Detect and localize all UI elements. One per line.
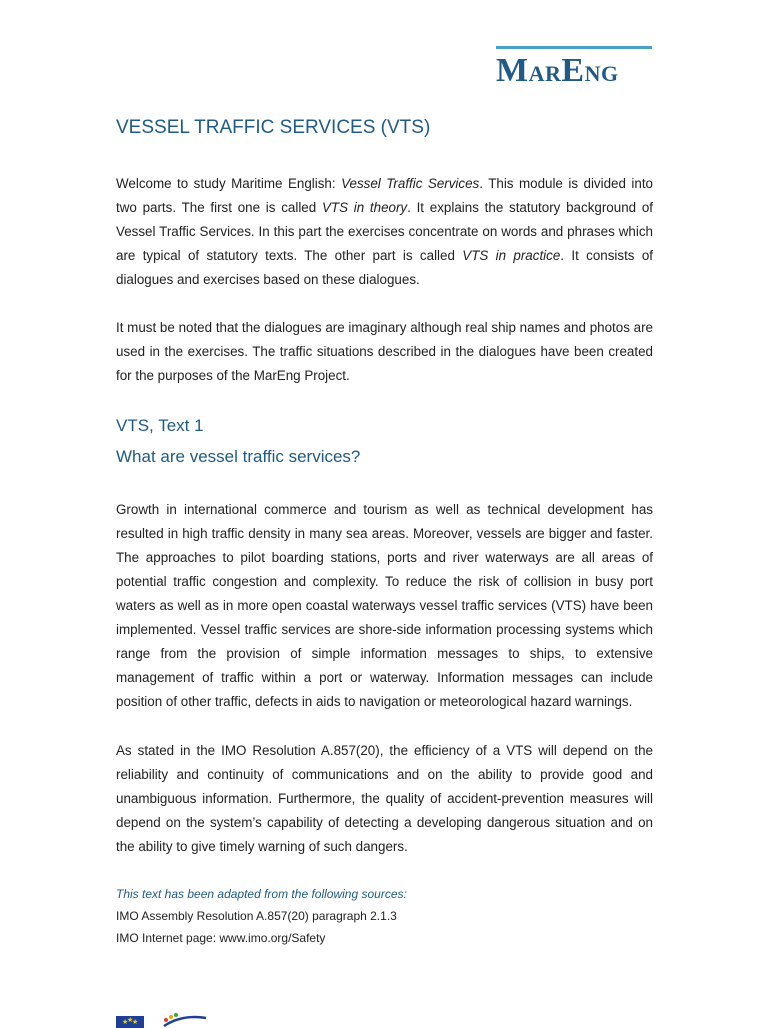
body-paragraph-1: Growth in international commerce and tourism as well as technical development has resulted in high traffic density in many sea areas. Moreover, vessels are bigger and faster. The approaches to pilot boarding stations, ports and river waterways are all areas of potential traffic congestion and complexity. To reduce the risk of collision in busy port waters as well as in more open coastal waterways vessel traffic services (VTS) have been implemented. Vessel traffic services are shore-side information processing systems which range from the provision of simple information messages to ships, to extensive management of traffic within a port or waterway. Information messages can include position of other traffic, defects in aids to navigation or meteorological hazard warnings.	[116, 502, 653, 709]
text-run: . It consists of dialogues and exercises based on these dialogues.	[116, 248, 653, 287]
logo-wordmark	[496, 52, 619, 90]
source-line-2: IMO Internet page: www.imo.org/Safety	[116, 931, 326, 945]
intro-paragraph-1	[116, 172, 653, 292]
text-run: . This module is divided into two parts. The first one is called	[116, 176, 653, 215]
italic-term: VTS in theory	[321, 200, 408, 215]
logo-letter: M	[496, 52, 529, 89]
sources-note: This text has been adapted from the following sources:	[116, 887, 407, 901]
source-line-1: IMO Assembly Resolution A.857(20) paragraph 2.1.3	[116, 909, 397, 923]
text-run: Welcome to study Maritime English:	[116, 176, 342, 191]
lifelong-learning-logo-icon	[160, 1010, 208, 1028]
body-paragraph-2: As stated in the IMO Resolution A.857(20), the efficiency of a VTS will depend on the reliability and continuity of communications and on the ability to provide good and unambiguous information. Furthermore, the quality of accident-prevention measures will depend on the system’s capability of detecting a developing dangerous situation and on the ability to give timely warning of such dangers.	[116, 743, 653, 854]
italic-term: Vessel Traffic Services	[341, 176, 480, 191]
text-run: . It explains the statutory background of Vessel Traffic Services. In this part the exercises concentrate on words and phrases which are typical of statutory texts. The other part is called	[116, 200, 653, 263]
logo-letter: NG	[584, 61, 619, 86]
logo-letter: AR	[528, 61, 562, 86]
section-heading: VTS, Text 1	[116, 416, 204, 435]
logo-letter: E	[561, 52, 585, 89]
italic-term: VTS in practice	[462, 248, 561, 263]
eu-flag-icon: ★ ★ ★	[116, 1016, 144, 1028]
mareng-logo	[496, 46, 652, 90]
footer-logos	[116, 1004, 236, 1024]
page-title: VESSEL TRAFFIC SERVICES (VTS)	[116, 117, 431, 138]
section-subheading: What are vessel traffic services?	[116, 447, 361, 466]
logo-bar	[496, 46, 652, 49]
intro-paragraph-2: It must be noted that the dialogues are imaginary although real ship names and photos are used in the exercises. The traffic situations described in the dialogues have been created for the purposes of the MarEng Project.	[116, 320, 653, 383]
sources-block	[116, 883, 653, 949]
